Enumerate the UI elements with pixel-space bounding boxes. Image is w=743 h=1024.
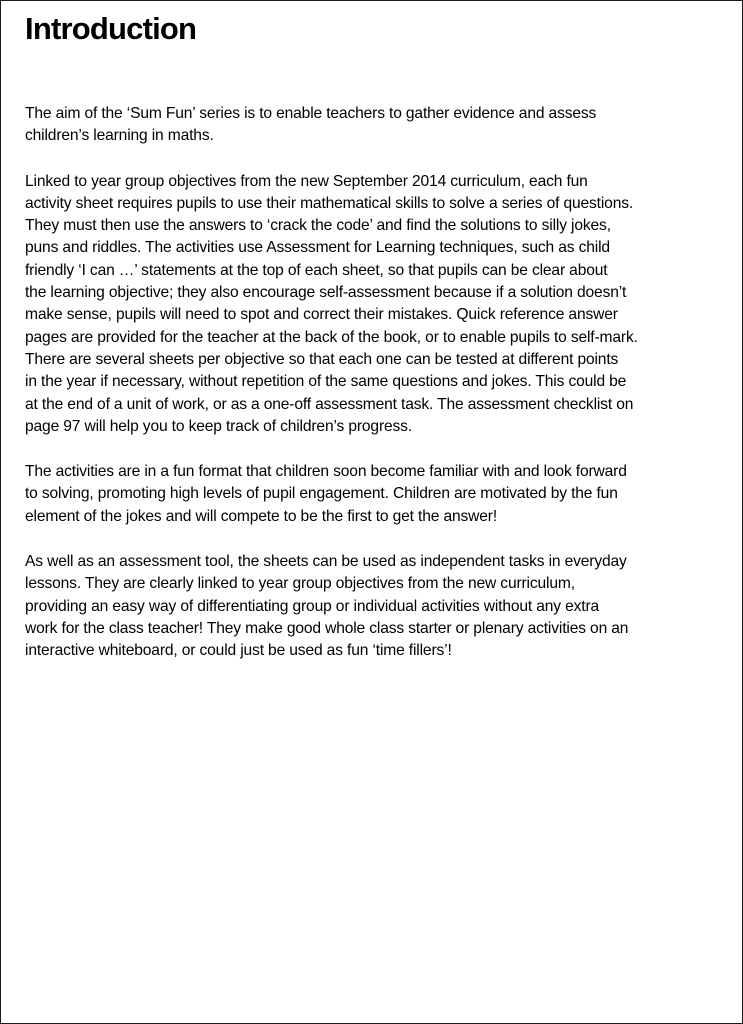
paragraph — [25, 171, 743, 439]
text-line: friendly ‘I can …’ statements at the top of each sheet, so that pupils can be clear about — [25, 261, 608, 279]
text-line: interactive whiteboard, or could just be used as fun ‘time fillers’! — [25, 642, 452, 660]
paragraph — [25, 103, 743, 148]
document-body — [25, 103, 743, 686]
text-line: They must then use the answers to ‘crack the code’ and find the solutions to silly jokes, — [25, 217, 611, 235]
text-line: children’s learning in maths. — [25, 127, 214, 145]
text-line: make sense, pupils will need to spot and correct their mistakes. Quick reference answer — [25, 306, 618, 324]
text-line: element of the jokes and will compete to be the first to get the answer! — [25, 507, 498, 525]
text-line: puns and riddles. The activities use Assessment for Learning techniques, such as child — [25, 239, 610, 257]
text-line: The activities are in a fun format that children soon become familiar with and look forward — [25, 463, 627, 481]
text-line: activity sheet requires pupils to use their mathematical skills to solve a series of questions. — [25, 194, 634, 212]
text-line: As well as an assessment tool, the sheets can be used as independent tasks in everyday — [25, 553, 627, 571]
paragraph — [25, 461, 743, 528]
text-line: There are several sheets per objective so that each one can be tested at different points — [25, 350, 619, 368]
text-line: Linked to year group objectives from the new September 2014 curriculum, each fun — [25, 172, 588, 190]
text-line: in the year if necessary, without repetition of the same questions and jokes. This could be — [25, 373, 627, 391]
text-line: pages are provided for the teacher at the back of the book, or to enable pupils to self-mark. — [25, 328, 638, 346]
text-line: page 97 will help you to keep track of children’s progress. — [25, 417, 412, 435]
paragraph — [25, 551, 743, 662]
text-line: to solving, promoting high levels of pupil engagement. Children are motivated by the fun — [25, 485, 618, 503]
text-line: The aim of the ‘Sum Fun’ series is to enable teachers to gather evidence and assess — [25, 105, 597, 122]
page-title: Introduction — [25, 11, 197, 46]
text-line: providing an easy way of differentiating group or individual activities without any extra — [25, 597, 600, 615]
text-line: work for the class teacher! They make good whole class starter or plenary activities on an — [25, 619, 629, 637]
text-line: at the end of a unit of work, or as a one-off assessment task. The assessment checklist on — [25, 395, 634, 413]
text-line: the learning objective; they also encourage self-assessment because if a solution doesn’t — [25, 284, 627, 302]
text-line: lessons. They are clearly linked to year group objectives from the new curriculum, — [25, 575, 575, 593]
